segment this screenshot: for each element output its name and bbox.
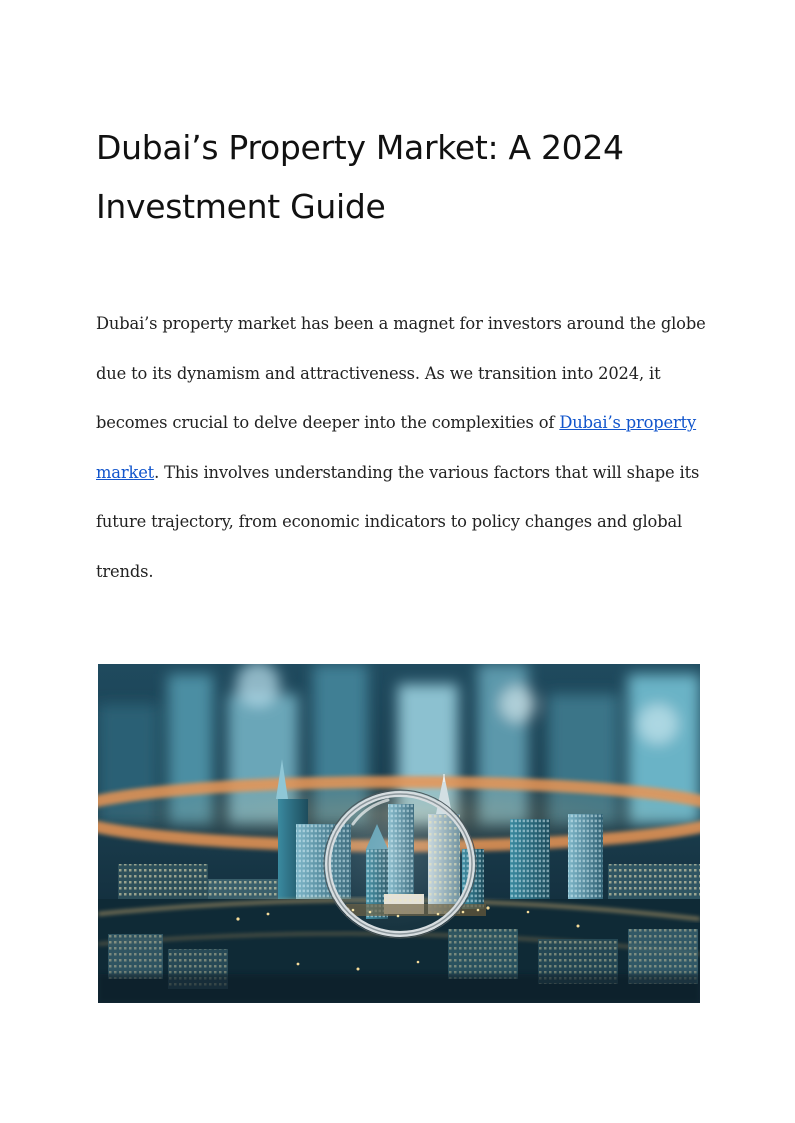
hero-image [98, 664, 700, 1003]
page-title: Dubai’s Property Market: A 2024 Investment Guide [96, 128, 624, 226]
intro-text-before-link: Dubai’s property market has been a magnet for investors around the globe due to its dynamism and attractiveness. As we transition into 2024, it becomes crucial to delve deeper into the complexities of [96, 314, 706, 433]
intro-text-after-link: . This involves understanding the various factors that will shape its future trajectory, from economic indicators to policy changes and global trends. [96, 462, 700, 581]
intro-paragraph [96, 299, 711, 597]
dubai-property-market-link[interactable]: Dubai’s property market [96, 413, 697, 482]
